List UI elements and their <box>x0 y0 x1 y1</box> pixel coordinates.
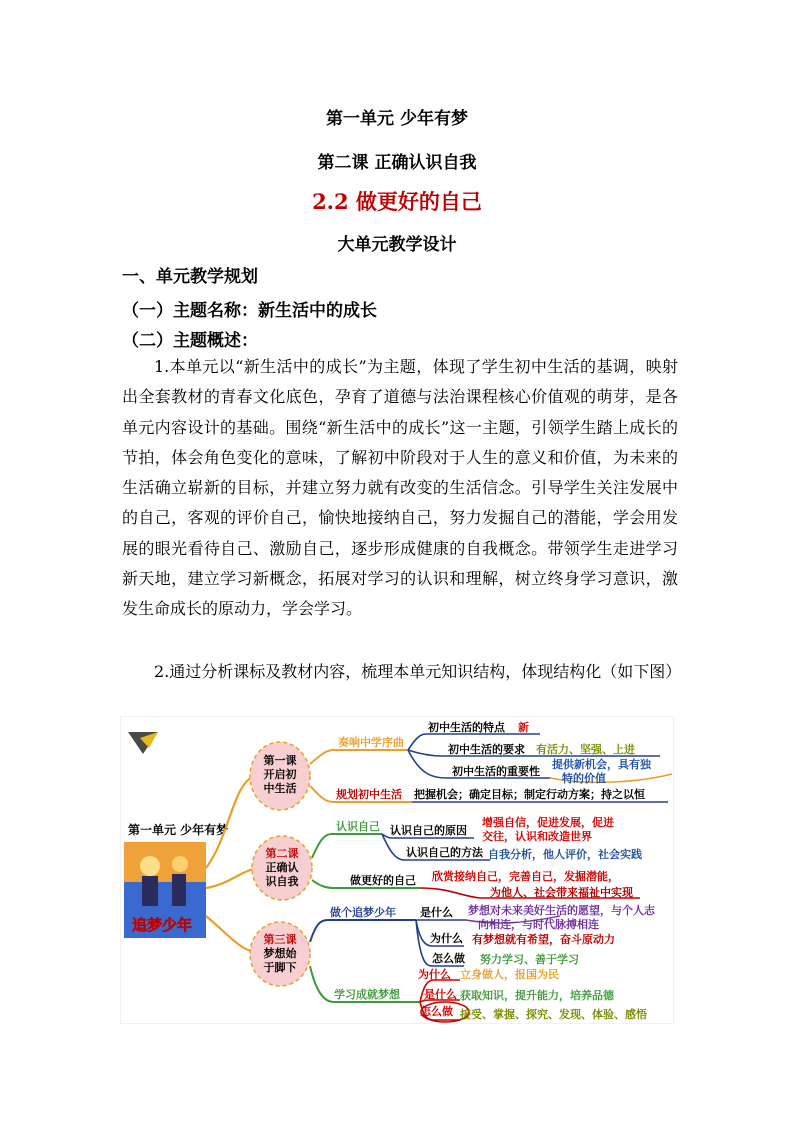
svg-text:初中生活的要求: 初中生活的要求 <box>448 743 525 756</box>
svg-text:获取知识，提升能力，培养品德: 获取知识，提升能力，培养品德 <box>460 989 614 1002</box>
branch-know-self: 认识自己 <box>336 820 380 833</box>
svg-text:努力学习、善于学习: 努力学习、善于学习 <box>480 953 579 966</box>
svg-text:第二课: 第二课 <box>265 847 299 860</box>
branch-overture: 奏响中学序曲 <box>338 736 404 749</box>
svg-text:认识自己的原因: 认识自己的原因 <box>390 824 467 837</box>
svg-text:为他人、社会带来福祉中实现: 为他人、社会带来福祉中实现 <box>490 886 633 899</box>
lesson1-node <box>250 742 310 810</box>
svg-text:识自我: 识自我 <box>265 875 299 888</box>
branch-better-self: 做更好的自己 <box>350 874 416 887</box>
svg-text:提供新机会，具有独: 提供新机会，具有独 <box>552 758 651 771</box>
lesson2-node <box>252 836 312 900</box>
unit-title: 第一单元 少年有梦 <box>326 109 468 129</box>
lesson-title: 第二课 正确认识自我 <box>317 153 477 173</box>
heading-theme-overview: （二）主题概述： <box>122 331 258 351</box>
svg-text:立身做人，报国为民: 立身做人，报国为民 <box>460 968 559 981</box>
svg-text:是什么: 是什么 <box>420 906 453 919</box>
svg-text:第三课: 第三课 <box>263 933 297 946</box>
svg-text:怎么做: 怎么做 <box>420 1005 453 1018</box>
svg-text:是什么: 是什么 <box>424 988 457 1001</box>
svg-text:有梦想就有希望，奋斗原动力: 有梦想就有希望，奋斗原动力 <box>472 933 615 946</box>
svg-text:于脚下: 于脚下 <box>263 961 297 974</box>
svg-text:欣赏接纳自己，完善自己，发掘潜能，: 欣赏接纳自己，完善自己，发掘潜能， <box>432 870 619 883</box>
svg-text:特的价值: 特的价值 <box>562 772 606 785</box>
paragraph-structure: 2.通过分析课标及教材内容，梳理本单元知识结构，体现结构化（如下图） <box>154 662 682 681</box>
svg-text:交往，认识和改造世界: 交往，认识和改造世界 <box>482 830 592 843</box>
svg-text:新: 新 <box>518 721 529 734</box>
unit-cover-image <box>124 842 206 938</box>
svg-text:认识自己的方法: 认识自己的方法 <box>406 846 483 859</box>
svg-text:把握机会；确定目标；制定行动方案；持之以恒: 把握机会；确定目标；制定行动方案；持之以恒 <box>414 788 645 801</box>
svg-text:梦想始: 梦想始 <box>263 947 297 960</box>
cover-logo-text: 追梦少年 <box>132 916 193 934</box>
svg-text:开启初: 开启初 <box>263 768 297 781</box>
svg-text:自我分析，他人评价，社会实践: 自我分析，他人评价，社会实践 <box>488 848 642 861</box>
svg-text:为什么: 为什么 <box>430 932 463 945</box>
svg-text:接受、掌握、探究、发现、体验、感悟: 接受、掌握、探究、发现、体验、感悟 <box>460 1008 647 1021</box>
svg-text:怎么做: 怎么做 <box>432 952 465 965</box>
svg-text:增强自信，促进发展，促进: 增强自信，促进发展，促进 <box>482 816 614 829</box>
lesson3-node <box>250 922 310 986</box>
knowledge-structure-mindmap <box>120 716 674 1024</box>
section-title: 2.2 做更好的自己 <box>312 189 482 214</box>
svg-text:初中生活的特点: 初中生活的特点 <box>428 721 505 734</box>
branch-learning-dream: 学习成就梦想 <box>334 988 400 1001</box>
svg-text:向相连，与时代脉搏相连: 向相连，与时代脉搏相连 <box>478 918 599 931</box>
svg-text:中生活: 中生活 <box>263 782 297 795</box>
paragraph-overview: 1.本单元以“新生活中的成长”为主题，体现了学生初中生活的基调，映射出全套教材的青春文化底色，孕育了道德与法治课程核心价值观的萌芽，是各单元内容设计的基础。围绕“新生活中的成长”这一主题，引领学生踏上成长的节拍，体会角色变化的意味，了解初中阶段对于人生的意义和价值，为未来的生活确立崭新的目标，并建立努力就有改变的生活信念。引导学生关注发展中的自己，客观的评价自己，愉快地接纳自己，努力发掘自己的潜能，学会用发展的眼光看待自己、激励自己，逐步形成健康的自我概念。带领学生走进学习新天地，建立学习新概念，拓展对学习的认识和理解，树立终身学习意识，激发生命成长的原动力，学会学习。 <box>122 357 678 619</box>
heading-planning: 一、单元教学规划 <box>122 267 258 287</box>
svg-text:初中生活的重要性: 初中生活的重要性 <box>452 765 540 778</box>
root-label: 第一单元 少年有梦 <box>128 823 229 837</box>
design-title: 大单元教学设计 <box>337 235 457 255</box>
branch-plan: 规划初中生活 <box>336 788 402 801</box>
svg-text:为什么: 为什么 <box>418 968 451 981</box>
svg-text:有活力、坚强、上进: 有活力、坚强、上进 <box>536 743 635 756</box>
svg-text:正确认: 正确认 <box>265 861 299 874</box>
branch-dream-chaser: 做个追梦少年 <box>330 906 396 919</box>
svg-text:第一课: 第一课 <box>263 754 297 767</box>
heading-theme-name: （一）主题名称：新生活中的成长 <box>122 301 377 321</box>
svg-text:梦想对未来美好生活的愿望，与个人志: 梦想对未来美好生活的愿望，与个人志 <box>468 904 655 917</box>
